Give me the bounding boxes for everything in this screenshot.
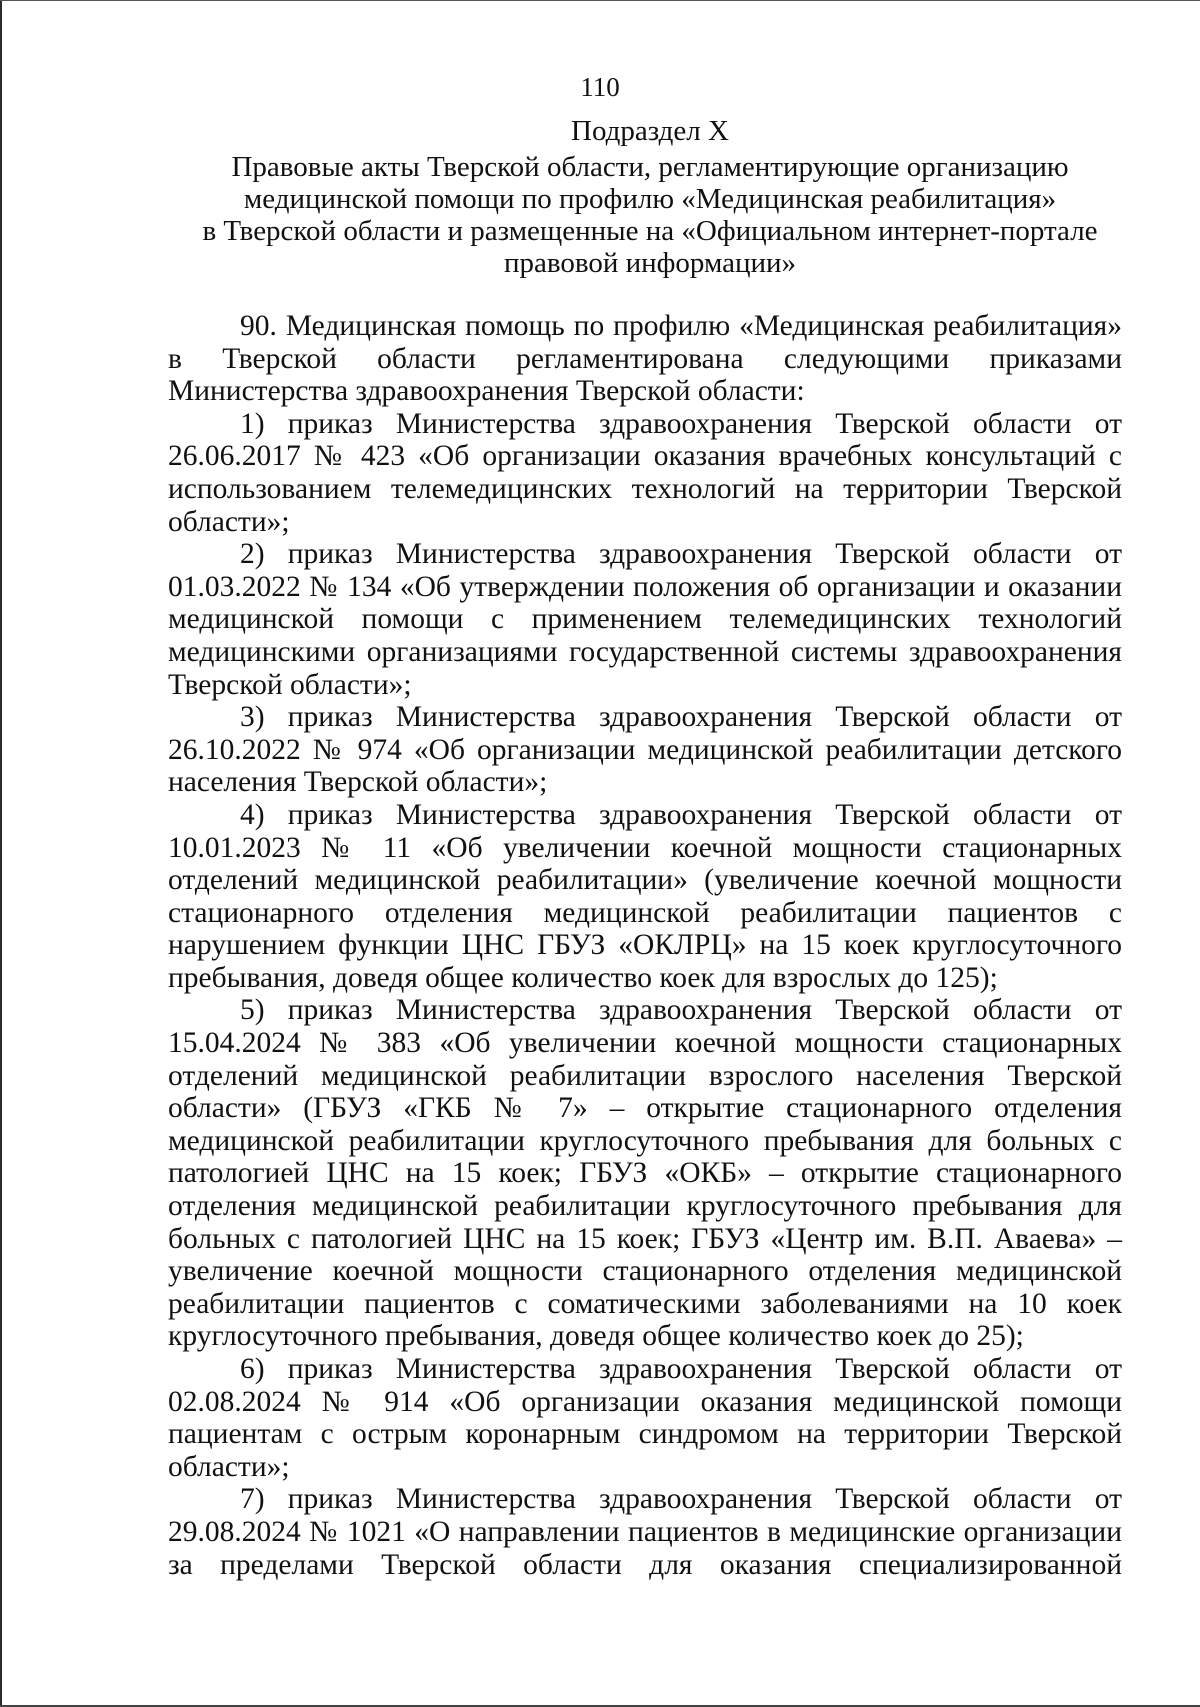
heading-line: правовой информации» [503,247,797,279]
list-item: 3) приказ Министерства здравоохранения Тверской области от 26.10.2022 № 974 «Об организации медицинской реабилитации детского населения Тверской области»; [168,701,1122,799]
list-item: 7) приказ Министерства здравоохранения Тверской области от 29.08.2024 № 1021 «О направлении пациентов в медицинские организации за пределами Тверской области для оказания специализированной [168,1483,1122,1581]
list-item: 5) приказ Министерства здравоохранения Тверской области от 15.04.2024 № 383 «Об увеличении коечной мощности стационарных отделений медицинской реабилитации взрослого населения Тверской области» (ГБУЗ «ГКБ № 7» – открытие стационарного отделения медицинской реабилитации круглосуточного пребывания для больных с патологией ЦНС на 15 коек; ГБУЗ «ОКБ» – открытие стационарного отделения медицинской реабилитации круглосуточного пребывания для больных с патологией ЦНС на 15 коек; ГБУЗ «Центр им. В.П. Аваева» – увеличение коечной мощности стационарного отделения медицинской реабилитации пациентов с соматическими заболеваниями на 10 коек круглосуточного пребывания, доведя общее количество коек до 25); [168,994,1122,1353]
section-heading [150,115,1150,279]
list-item: 4) приказ Министерства здравоохранения Тверской области от 10.01.2023 № 11 «Об увеличении коечной мощности стационарных отделений медицинской реабилитации» (увеличение коечной мощности стационарного отделения медицинской реабилитации пациентов с нарушением функции ЦНС ГБУЗ «ОКЛРЦ» на 15 коек круглосуточного пребывания, доведя общее количество коек для взрослых до 125); [168,798,1122,994]
list-item: 6) приказ Министерства здравоохранения Тверской области от 02.08.2024 № 914 «Об организации оказания медицинской помощи пациентам с острым коронарным синдромом на территории Тверской области»; [168,1353,1122,1483]
intro-paragraph: 90. Медицинская помощь по профилю «Медицинская реабилитация» в Тверской области регламентирована следующими приказами Министерства здравоохранения Тверской области: [168,310,1122,408]
list-item: 2) приказ Министерства здравоохранения Тверской области от 01.03.2022 № 134 «Об утверждении положения об организации и оказании медицинской помощи с применением телемедицинских технологий медицинскими организациями государственной системы здравоохранения Тверской области»; [168,538,1122,701]
scan-edge-left [0,0,2,1707]
heading-line: в Тверской области и размещенные на «Официальном интернет-портале [202,215,1098,247]
page-number: 110 [580,72,620,102]
subsection-title: Подраздел X [571,115,729,147]
heading-line: медицинской помощи по профилю «Медицинская реабилитация» [243,183,1057,215]
list-item: 1) приказ Министерства здравоохранения Тверской области от 26.06.2017 № 423 «Об организации оказания врачебных консультаций с использованием телемедицинских технологий на территории Тверской области»; [168,407,1122,538]
heading-line: Правовые акты Тверской области, регламентирующие организацию [231,151,1069,183]
scan-edge-top [0,0,1200,1]
document-body [168,310,1122,1581]
